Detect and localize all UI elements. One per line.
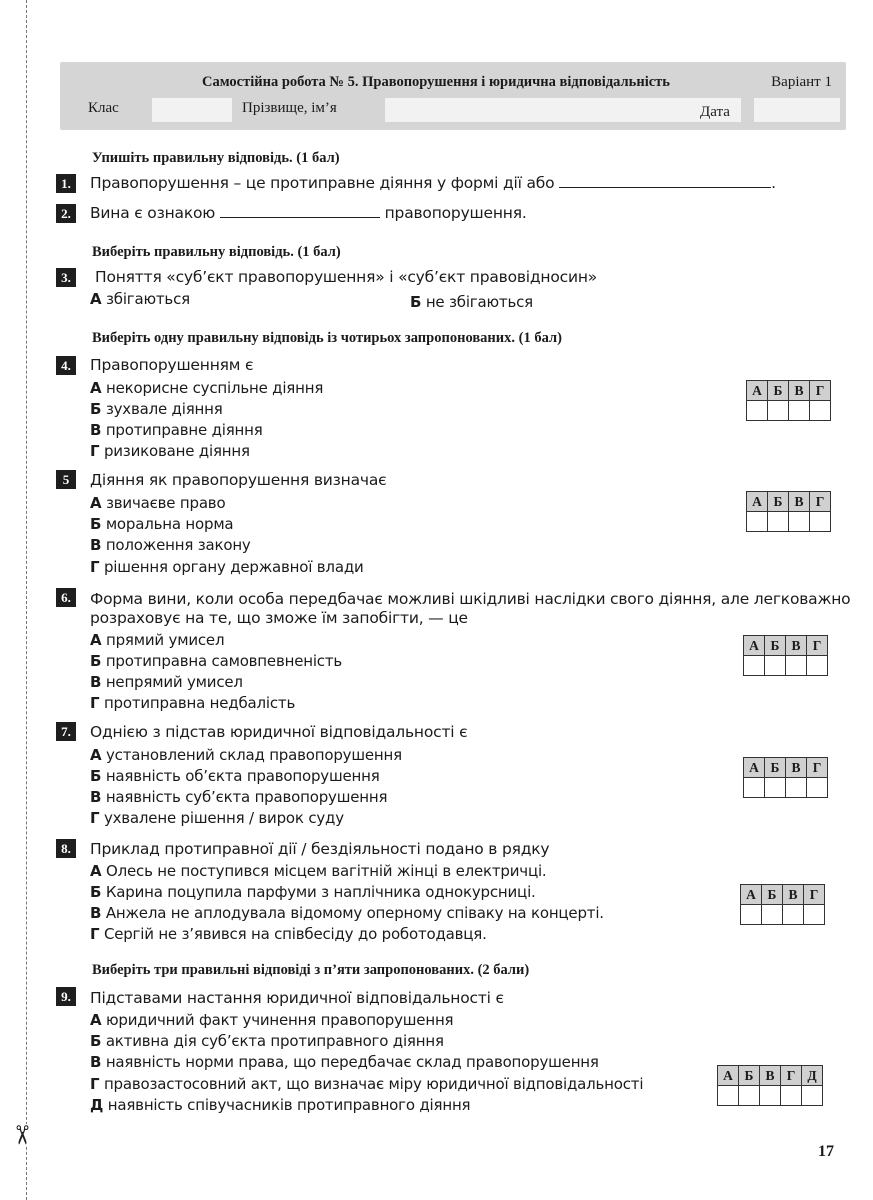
date-field[interactable]	[754, 98, 840, 122]
option-text: моральна норма	[105, 515, 234, 533]
grid-letter: Г	[781, 1066, 802, 1086]
grid-letter: Д	[802, 1066, 823, 1086]
answer-cell[interactable]	[807, 778, 828, 798]
option-letter: В	[90, 788, 102, 806]
option-letter: Г	[90, 809, 100, 827]
answer-cell[interactable]	[810, 401, 831, 421]
grid-letter: Б	[762, 885, 783, 905]
question-number: 5	[56, 470, 76, 489]
grid-letter: Г	[810, 492, 831, 512]
grid-letter: Г	[807, 758, 828, 778]
option-text: Карина поцупила парфуми з наплічника однокурсниці.	[105, 883, 536, 901]
grid-letter: А	[718, 1066, 739, 1086]
answer-cell[interactable]	[741, 905, 762, 925]
option-letter: Г	[90, 925, 100, 943]
option-text: Анжела не аплодувала відомому оперному співаку на концерті.	[105, 904, 604, 922]
option-letter: А	[90, 746, 102, 764]
answer-cell[interactable]	[768, 401, 789, 421]
option-letter: В	[90, 1053, 102, 1071]
grid-letter: А	[744, 758, 765, 778]
grid-letter: Б	[768, 492, 789, 512]
name-field[interactable]	[385, 98, 741, 122]
answer-cell[interactable]	[807, 656, 828, 676]
option-text: положення закону	[105, 536, 251, 554]
option-c[interactable]	[90, 673, 243, 691]
question-number: 2.	[56, 204, 76, 223]
question-1	[90, 174, 776, 192]
question-text: Підставами настання юридичної відповідальності є	[90, 989, 504, 1007]
variant-label: Варіант 1	[771, 74, 832, 90]
grid-letter: В	[786, 758, 807, 778]
grid-letter: Г	[807, 636, 828, 656]
option-d[interactable]	[90, 1075, 643, 1093]
answer-cell[interactable]	[765, 778, 786, 798]
option-a[interactable]	[90, 862, 547, 880]
option-letter: Б	[90, 1032, 102, 1050]
option-c[interactable]	[90, 1053, 599, 1071]
option-letter: А	[90, 862, 102, 880]
option-text: правозастосовний акт, що визначає міру юридичної відповідальності	[103, 1075, 644, 1093]
grid-letter: А	[747, 381, 768, 401]
period: .	[771, 174, 776, 192]
section-title: Виберіть одну правильну відповідь із чотирьох запропонованих. (1 бал)	[92, 330, 562, 346]
grid-letter: В	[786, 636, 807, 656]
option-d[interactable]	[90, 442, 250, 460]
section-title: Виберіть правильну відповідь. (1 бал)	[92, 244, 341, 260]
page-number: 17	[818, 1143, 834, 1160]
option-a[interactable]	[90, 290, 190, 308]
option-b[interactable]	[90, 400, 223, 418]
option-letter: Г	[90, 694, 100, 712]
question-text: Поняття «суб’єкт правопорушення» і «суб’єкт правовідносин»	[95, 268, 598, 286]
grid-letter: Б	[739, 1066, 760, 1086]
option-e[interactable]	[90, 1096, 470, 1114]
option-letter: А	[90, 494, 102, 512]
option-text: не збігаються	[425, 293, 533, 311]
option-b[interactable]	[90, 1032, 444, 1050]
option-b[interactable]	[90, 515, 233, 533]
option-text: некорисне суспільне діяння	[106, 379, 324, 397]
option-letter: Б	[90, 883, 102, 901]
question-number: 9.	[56, 987, 76, 1006]
option-text: протиправна недбалість	[103, 694, 296, 712]
option-letter: А	[90, 290, 102, 308]
option-a[interactable]	[90, 746, 402, 764]
option-text: протиправна самовпевненість	[105, 652, 343, 670]
question-text: правопорушення.	[384, 204, 527, 222]
option-a[interactable]	[90, 494, 225, 512]
answer-cell[interactable]	[747, 512, 768, 532]
option-letter: Б	[90, 515, 102, 533]
option-letter: Б	[410, 293, 422, 311]
grid-letter: А	[744, 636, 765, 656]
question-text: розраховує на те, що зможе їм запобігти, — це	[90, 609, 468, 627]
option-letter: Д	[90, 1096, 104, 1114]
answer-cell[interactable]	[760, 1086, 781, 1106]
answer-cell[interactable]	[786, 656, 807, 676]
answer-cell[interactable]	[789, 401, 810, 421]
option-letter: Б	[90, 652, 102, 670]
question-number: 3.	[56, 268, 76, 287]
answer-grid	[743, 757, 828, 798]
grid-letter: Г	[804, 885, 825, 905]
option-text: ухвалене рішення / вирок суду	[103, 809, 344, 827]
option-letter: А	[90, 1011, 102, 1029]
question-text: Правопорушенням є	[90, 356, 254, 374]
option-c[interactable]	[90, 788, 387, 806]
worksheet-header	[60, 62, 846, 130]
option-text: наявність норми права, що передбачає склад правопорушення	[105, 1053, 599, 1071]
option-text: звичаєве право	[106, 494, 226, 512]
grid-letter: Б	[765, 636, 786, 656]
option-text: зухвале діяння	[105, 400, 223, 418]
answer-cell[interactable]	[765, 656, 786, 676]
option-letter: Г	[90, 442, 100, 460]
answer-cell[interactable]	[744, 778, 765, 798]
question-text: Форма вини, коли особа передбачає можливі шкідливі наслідки свого діяння, але легковажно	[90, 590, 851, 608]
option-c[interactable]	[90, 904, 604, 922]
question-number: 1.	[56, 174, 76, 193]
answer-cell[interactable]	[762, 905, 783, 925]
option-text: збігаються	[106, 290, 190, 308]
answer-grid	[746, 491, 831, 532]
option-d[interactable]	[90, 558, 364, 576]
answer-blank[interactable]	[559, 175, 771, 188]
option-text: установлений склад правопорушення	[106, 746, 402, 764]
option-letter: Г	[90, 558, 100, 576]
question-number: 7.	[56, 722, 76, 741]
question-number: 8.	[56, 839, 76, 858]
option-letter: Б	[90, 400, 102, 418]
option-letter: В	[90, 421, 102, 439]
option-text: наявність співучасників протиправного діяння	[107, 1096, 471, 1114]
answer-cell[interactable]	[747, 401, 768, 421]
question-text: Вина є ознакою	[90, 204, 216, 222]
question-number: 6.	[56, 588, 76, 607]
option-text: наявність об’єкта правопорушення	[105, 767, 380, 785]
question-number: 4.	[56, 356, 76, 375]
answer-cell[interactable]	[802, 1086, 823, 1106]
scissors-icon: ✂	[5, 1124, 36, 1146]
question-text: Однією з підстав юридичної відповідальності є	[90, 723, 468, 741]
answer-blank[interactable]	[220, 205, 380, 218]
option-c[interactable]	[90, 536, 251, 554]
option-text: протиправне діяння	[105, 421, 263, 439]
answer-grid	[743, 635, 828, 676]
option-d[interactable]	[90, 694, 295, 712]
name-label: Прізвище, ім’я	[242, 100, 337, 116]
class-field[interactable]	[152, 98, 232, 122]
option-letter: А	[90, 379, 102, 397]
option-a[interactable]	[90, 631, 224, 649]
option-c[interactable]	[90, 421, 263, 439]
option-text: прямий умисел	[106, 631, 225, 649]
option-letter: А	[90, 631, 102, 649]
option-text: юридичний факт учинення правопорушення	[106, 1011, 454, 1029]
class-label: Клас	[88, 100, 119, 116]
question-text: Діяння як правопорушення визначає	[90, 471, 387, 489]
option-a[interactable]	[90, 1011, 453, 1029]
option-text: Олесь не поступився місцем вагітній жінці в електричці.	[106, 862, 547, 880]
answer-cell[interactable]	[804, 905, 825, 925]
section-title: Виберіть три правильні відповіді з п’яти запропонованих. (2 бали)	[92, 962, 530, 978]
option-b[interactable]	[410, 293, 533, 311]
grid-letter: В	[789, 381, 810, 401]
option-d[interactable]	[90, 925, 487, 943]
option-a[interactable]	[90, 379, 323, 397]
option-letter: Б	[90, 767, 102, 785]
option-text: активна дія суб’єкта протиправного діяння	[105, 1032, 444, 1050]
question-text: Правопорушення – це протиправне діяння у формі дії або	[90, 174, 555, 192]
option-text: ризиковане діяння	[103, 442, 250, 460]
answer-cell[interactable]	[810, 512, 831, 532]
answer-grid	[717, 1065, 823, 1106]
answer-cell[interactable]	[768, 512, 789, 532]
option-letter: Г	[90, 1075, 100, 1093]
answer-cell[interactable]	[781, 1086, 802, 1106]
answer-grid	[740, 884, 825, 925]
section-title: Упишіть правильну відповідь. (1 бал)	[92, 150, 340, 166]
answer-cell[interactable]	[786, 778, 807, 798]
grid-letter: Г	[810, 381, 831, 401]
question-text: Приклад протиправної дії / бездіяльності подано в рядку	[90, 840, 550, 858]
worksheet-title: Самостійна робота № 5. Правопорушення і юридична відповідальність	[202, 74, 670, 90]
option-letter: В	[90, 673, 102, 691]
grid-letter: В	[789, 492, 810, 512]
option-text: Сергій не з’явився на співбесіду до роботодавця.	[103, 925, 487, 943]
option-b[interactable]	[90, 767, 380, 785]
cut-line	[26, 0, 27, 1200]
grid-letter: А	[741, 885, 762, 905]
option-text: непрямий умисел	[105, 673, 243, 691]
date-label: Дата	[700, 104, 730, 120]
answer-cell[interactable]	[744, 656, 765, 676]
option-text: наявність суб’єкта правопорушення	[105, 788, 388, 806]
answer-cell[interactable]	[789, 512, 810, 532]
answer-cell[interactable]	[718, 1086, 739, 1106]
answer-grid	[746, 380, 831, 421]
option-text: рішення органу державної влади	[103, 558, 364, 576]
option-letter: В	[90, 904, 102, 922]
option-d[interactable]	[90, 809, 344, 827]
grid-letter: Б	[765, 758, 786, 778]
grid-letter: В	[760, 1066, 781, 1086]
grid-letter: В	[783, 885, 804, 905]
option-b[interactable]	[90, 883, 536, 901]
grid-letter: Б	[768, 381, 789, 401]
grid-letter: А	[747, 492, 768, 512]
question-2	[90, 204, 527, 222]
option-letter: В	[90, 536, 102, 554]
answer-cell[interactable]	[783, 905, 804, 925]
answer-cell[interactable]	[739, 1086, 760, 1106]
option-b[interactable]	[90, 652, 342, 670]
